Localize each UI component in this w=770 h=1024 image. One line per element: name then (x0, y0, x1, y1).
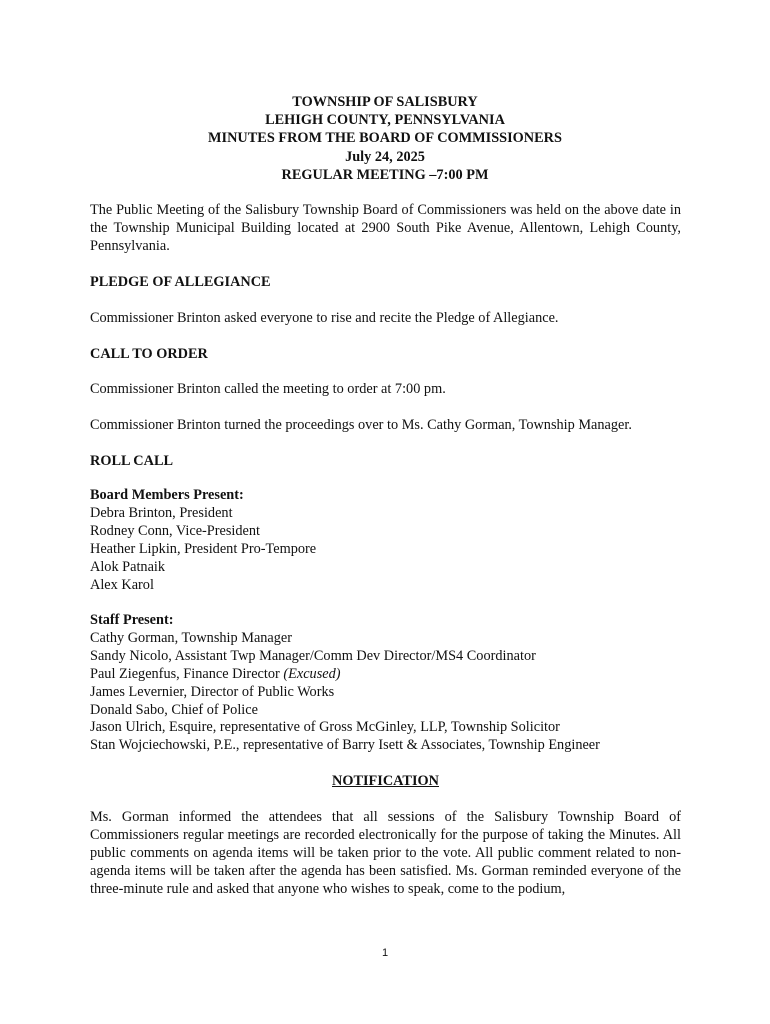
page-number: 1 (381, 947, 389, 959)
header-minutes-title: MINUTES FROM THE BOARD OF COMMISSIONERS (208, 130, 562, 147)
list-item: Heather Lipkin, President Pro-Tempore (90, 540, 317, 557)
call-to-order-text: Commissioner Brinton called the meeting to order at 7:00 pm. (90, 381, 446, 397)
staff-name: Paul Ziegenfus, Finance Director (90, 665, 280, 682)
pledge-heading: PLEDGE OF ALLEGIANCE (90, 274, 271, 290)
excused-note: (Excused) (283, 665, 341, 682)
staff-heading: Staff Present: (90, 612, 174, 628)
board-members-list (90, 487, 681, 594)
list-item: Alex Karol (90, 576, 154, 593)
list-item: Sandy Nicolo, Assistant Twp Manager/Comm Dev Director/MS4 Coordinator (90, 647, 536, 664)
list-item: Cathy Gorman, Township Manager (90, 629, 293, 646)
list-item (90, 666, 681, 684)
list-item: Stan Wojciechowski, P.E., representative of Barry Isett & Associates, Township Engineer (90, 737, 600, 754)
list-item: James Levernier, Director of Public Works (90, 683, 335, 700)
header-meeting-type: REGULAR MEETING –7:00 PM (281, 166, 489, 183)
roll-call-heading: ROLL CALL (90, 453, 174, 469)
pledge-text: Commissioner Brinton asked everyone to rise and recite the Pledge of Allegiance. (90, 310, 559, 326)
proceedings-text: Commissioner Brinton turned the proceedings over to Ms. Cathy Gorman, Township Manager. (90, 417, 632, 433)
header-date: July 24, 2025 (345, 148, 425, 165)
notification-heading: NOTIFICATION (332, 773, 439, 789)
call-to-order-heading: CALL TO ORDER (90, 346, 208, 362)
document-header (0, 93, 770, 184)
list-item: Alok Patnaik (90, 558, 166, 575)
header-township: TOWNSHIP OF SALISBURY (292, 94, 478, 110)
header-county: LEHIGH COUNTY, PENNSYLVANIA (265, 112, 505, 129)
board-members-heading: Board Members Present: (90, 487, 244, 503)
notification-paragraph: Ms. Gorman informed the attendees that all sessions of the Salisbury Township Board of Commissioners regular meetings are recorded electronically for the purpose of taking the Minutes. All public comments on agenda items will be taken prior to the vote. All public comment related to non-agenda items will be taken after the agenda has been satisfied. Ms. Gorman reminded everyone of the three-minute rule and asked that anyone who wishes to speak, come to the podium, (90, 809, 681, 897)
intro-paragraph: The Public Meeting of the Salisbury Township Board of Commissioners was held on the above date in the Township Municipal Building located at 2900 South Pike Avenue, Allentown, Lehigh County, Pennsylvania. (90, 202, 681, 254)
list-item: Rodney Conn, Vice-President (90, 522, 261, 539)
list-item: Jason Ulrich, Esquire, representative of Gross McGinley, LLP, Township Solicitor (90, 719, 560, 736)
list-item: Debra Brinton, President (90, 504, 233, 521)
list-item: Donald Sabo, Chief of Police (90, 701, 258, 718)
staff-list (90, 612, 681, 755)
